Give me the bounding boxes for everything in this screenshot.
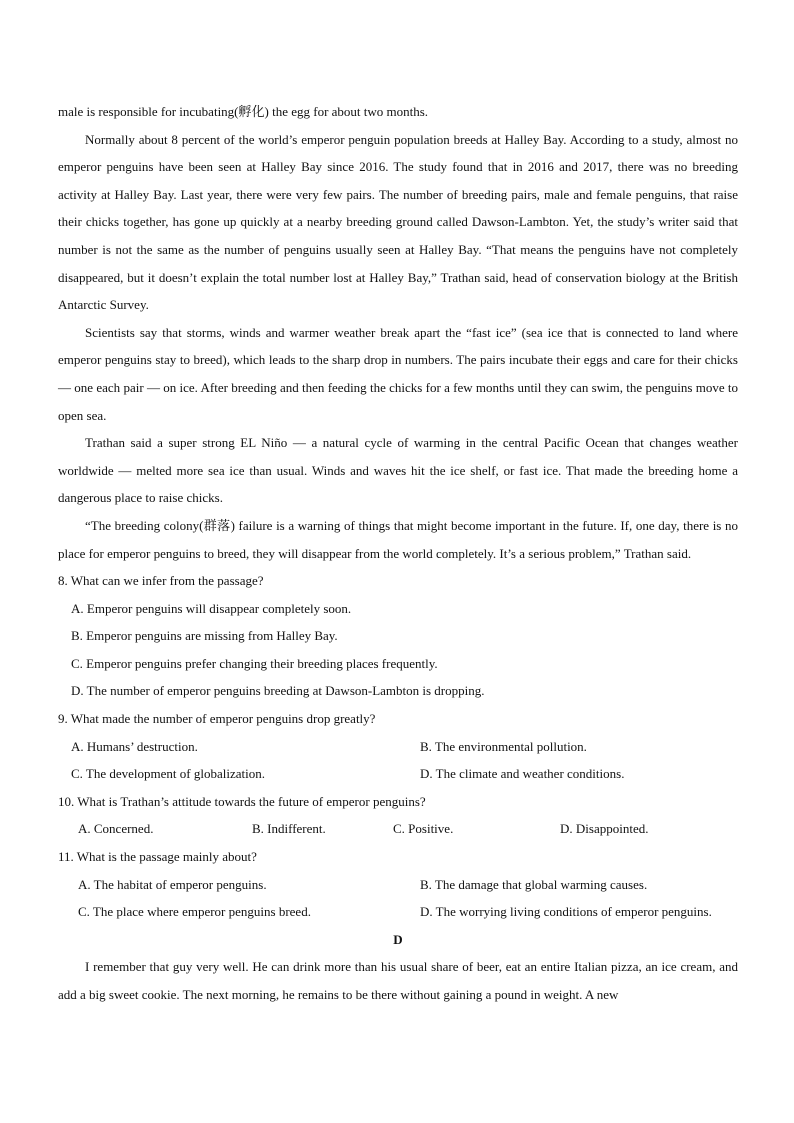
question-10-option-d: D. Disappointed.	[560, 821, 649, 837]
question-10-option-c: C. Positive.	[393, 821, 454, 837]
question-9-options-row-1	[58, 733, 738, 761]
question-10	[58, 788, 738, 843]
question-11-option-a: A. The habitat of emperor penguins.	[78, 876, 267, 892]
question-9-options-row-2	[58, 760, 738, 788]
question-8-option-c: C. Emperor penguins prefer changing their breeding places frequently.	[71, 655, 438, 671]
question-9-option-d: D. The climate and weather conditions.	[420, 766, 625, 782]
passage-c-paragraph-4: “The breeding colony(群落) failure is a warning of things that might become important in the future. If, one day, there is no place for emperor penguins to breed, they will disappear from the world completely. It’s a serious problem,” Trathan said.	[58, 517, 738, 561]
question-9-stem: 9. What made the number of emperor penguins drop greatly?	[58, 711, 376, 727]
question-11-options-row-2	[58, 898, 738, 926]
question-10-options-row	[58, 815, 738, 843]
question-9-option-a: A. Humans’ destruction.	[71, 738, 198, 754]
section-d-heading: D	[393, 931, 403, 947]
question-10-option-b: B. Indifferent.	[252, 821, 326, 837]
passage-c-paragraph-0: male is responsible for incubating(孵化) the egg for about two months.	[58, 104, 429, 119]
passage-c-paragraph-3: Trathan said a super strong EL Niño — a natural cycle of warming in the central Pacific Ocean that changes weather worldwide — melted more sea ice than usual. Winds and waves hit the ice shelf, or fast ice. That made the breeding home a dangerous place to raise chicks.	[58, 435, 738, 506]
passage-c-paragraph-1: Normally about 8 percent of the world’s emperor penguin population breeds at Halley Bay. According to a study, almost no emperor penguins have been seen at Halley Bay since 2016. The study found that in 2016 and 2017, there was no breeding activity at Halley Bay. Last year, there were very few pairs. The number of breeding pairs, male and female penguins, that raise their chicks together, has gone up quickly at a nearby breeding ground called Dawson-Lambton. Yet, the study’s writer said that number is not the same as the number of penguins usually seen at Halley Bay. “That means the penguins have not completely disappeared, but it doesn’t explain the total number lost at Halley Bay,” Trathan said, head of conservation biology at the British Antarctic Survey.	[58, 131, 738, 313]
question-10-stem: 10. What is Trathan’s attitude towards the future of emperor penguins?	[58, 793, 426, 809]
question-8-option-a: A. Emperor penguins will disappear completely soon.	[71, 600, 352, 616]
question-11	[58, 843, 738, 926]
question-8	[58, 567, 738, 705]
question-9-option-c: C. The development of globalization.	[71, 766, 265, 782]
question-11-option-d: D. The worrying living conditions of emperor penguins.	[420, 904, 712, 920]
question-9	[58, 705, 738, 788]
question-11-option-b: B. The damage that global warming causes.	[420, 876, 648, 892]
question-8-option-d: D. The number of emperor penguins breeding at Dawson-Lambton is dropping.	[71, 683, 485, 699]
question-11-stem: 11. What is the passage mainly about?	[58, 849, 257, 865]
question-11-option-c: C. The place where emperor penguins breed.	[78, 904, 311, 920]
passage-c-paragraph-2: Scientists say that storms, winds and warmer weather break apart the “fast ice” (sea ice that is connected to land where emperor penguins stay to breed), which leads to the sharp drop in numbers. The pairs incubate their eggs and care for their chicks — one each pair — on ice. After breeding and then feeding the chicks for a few months until they can swim, the penguins move to open sea.	[58, 324, 738, 423]
document-page	[58, 98, 738, 1009]
question-9-option-b: B. The environmental pollution.	[420, 738, 587, 754]
question-11-options-row-1	[58, 871, 738, 899]
question-8-option-b: B. Emperor penguins are missing from Halley Bay.	[71, 628, 338, 644]
question-10-option-a: A. Concerned.	[78, 821, 154, 837]
passage-d-paragraph-1: I remember that guy very well. He can drink more than his usual share of beer, eat an entire Italian pizza, an ice cream, and add a big sweet cookie. The next morning, he remains to be there without gaining a pound in weight. A new	[58, 959, 738, 1002]
question-8-stem: 8. What can we infer from the passage?	[58, 573, 264, 589]
